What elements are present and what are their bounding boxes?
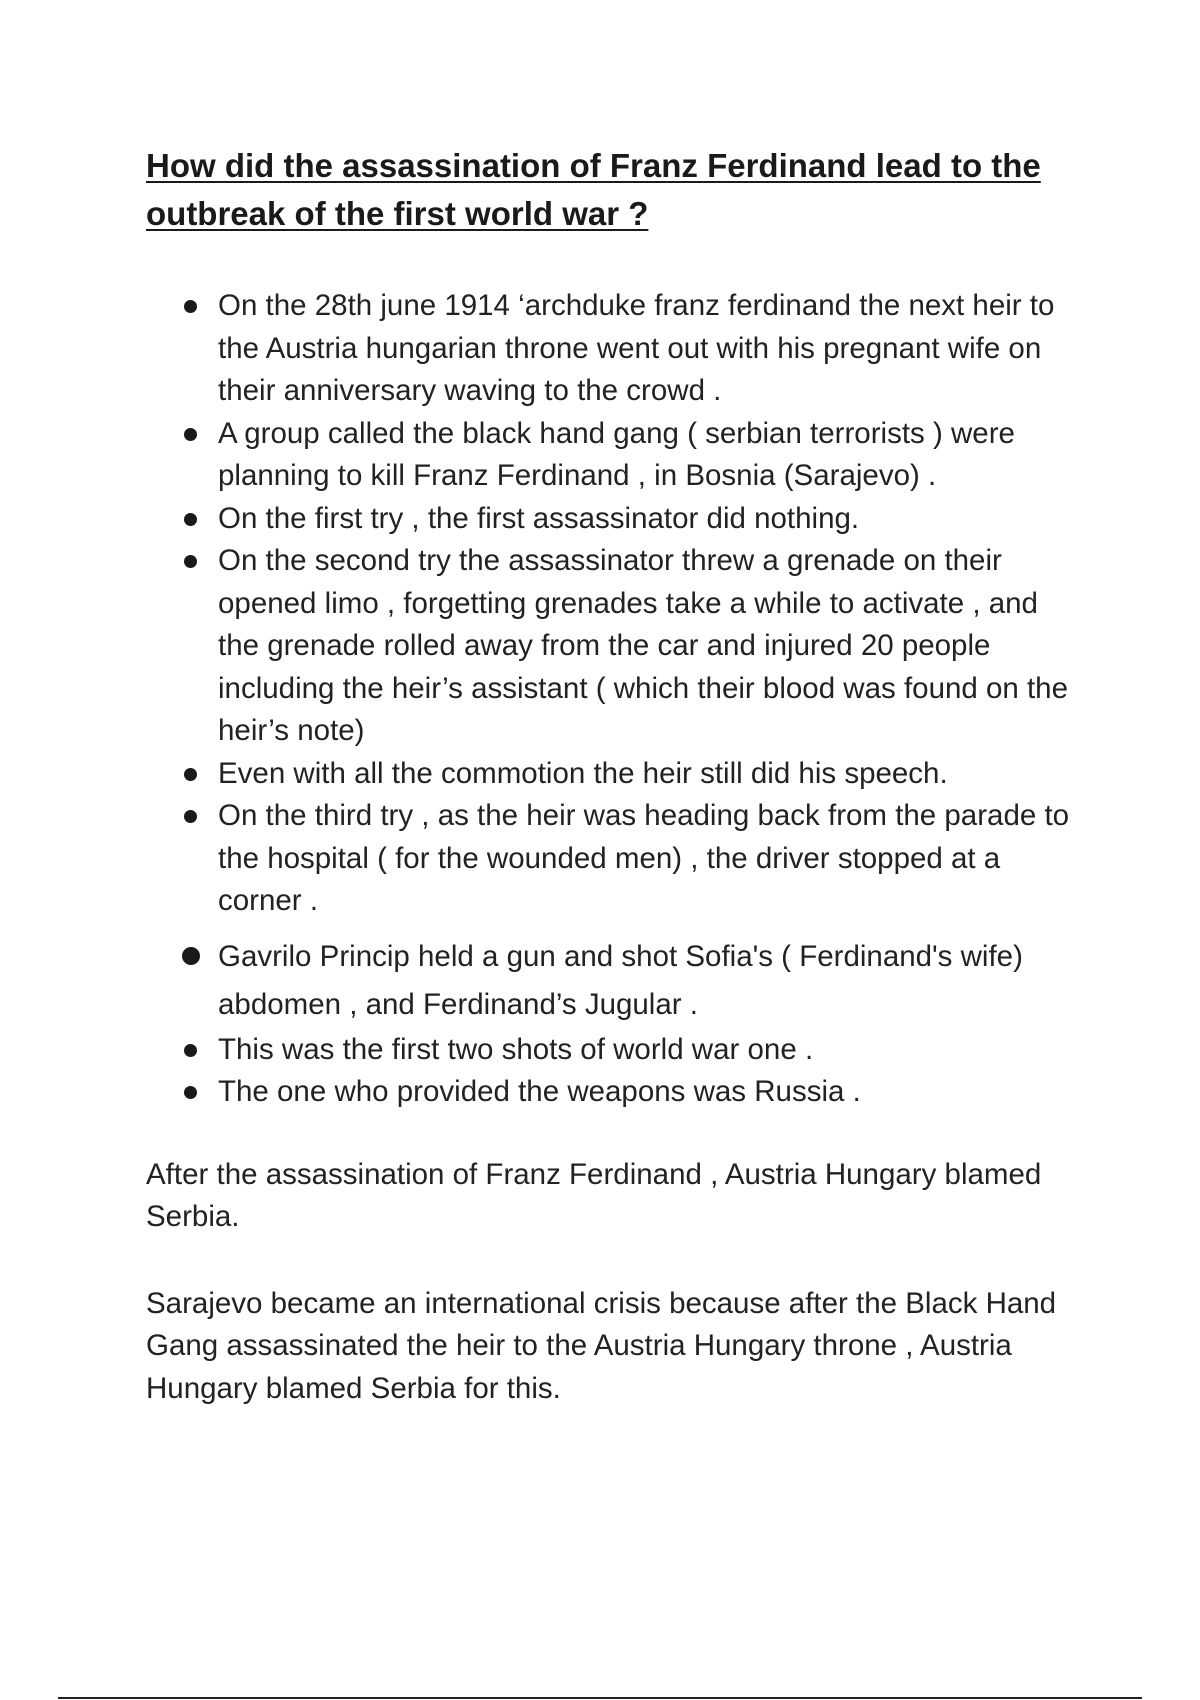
bullet-list — [146, 285, 1076, 1114]
bullet-icon — [184, 1044, 197, 1057]
list-item — [146, 498, 1076, 541]
list-item-text: On the third try , as the heir was heading back from the parade to the hospital ( for the wounded men) , the driver stopped at a corner . — [218, 799, 1070, 917]
bullet-icon — [184, 1086, 197, 1099]
bullet-icon — [184, 810, 197, 823]
list-item — [146, 795, 1076, 923]
list-item — [146, 285, 1076, 413]
list-item-text: On the first try , the first assassinator did nothing. — [218, 501, 860, 535]
list-item — [146, 933, 1076, 1029]
document-title: How did the assassination of Franz Ferdinand lead to the outbreak of the first world war ? — [146, 147, 1041, 232]
page-bottom-rule — [58, 1697, 1142, 1699]
list-item-text: Even with all the commotion the heir still did his speech. — [218, 756, 948, 790]
bullet-icon — [184, 300, 197, 313]
bullet-icon — [182, 947, 200, 965]
list-item — [146, 1029, 1076, 1072]
list-item-text: On the 28th june 1914 ‘archduke franz ferdinand the next heir to the Austria hungarian throne went out with his pregnant wife on their anniversary waving to the crowd . — [218, 289, 1055, 407]
paragraph-crisis: Sarajevo became an international crisis because after the Black Hand Gang assassinated the heir to the Austria Hungary throne , Austria Hungary blamed Serbia for this. — [146, 1286, 1057, 1405]
list-item — [146, 413, 1076, 498]
bullet-icon — [184, 513, 197, 526]
paragraph-blame: After the assassination of Franz Ferdinand , Austria Hungary blamed Serbia. — [146, 1157, 1042, 1233]
list-item-text: The one who provided the weapons was Russia . — [218, 1075, 861, 1108]
list-item-text: On the second try the assassinator threw a grenade on their opened limo , forgetting grenades take a while to activate , and the grenade rolled away from the car and injured 20 people including the heir’s assistant ( which their blood was found on the heir’s note) — [218, 544, 1068, 747]
list-item — [146, 753, 1076, 796]
list-item-text: A group called the black hand gang ( serbian terrorists ) were planning to kill Franz Ferdinand , in Bosnia (Sarajevo) . — [218, 416, 1015, 492]
list-item — [146, 540, 1076, 753]
list-item-text: This was the first two shots of world war one . — [218, 1032, 814, 1066]
bullet-icon — [184, 768, 197, 781]
list-item — [146, 1071, 1076, 1114]
document-page — [146, 142, 1076, 1410]
bullet-icon — [184, 428, 197, 441]
bullet-icon — [184, 555, 197, 568]
list-item-text: Gavrilo Princip held a gun and shot Sofia's ( Ferdinand's wife) abdomen , and Ferdinand’s Jugular . — [218, 939, 1023, 1021]
